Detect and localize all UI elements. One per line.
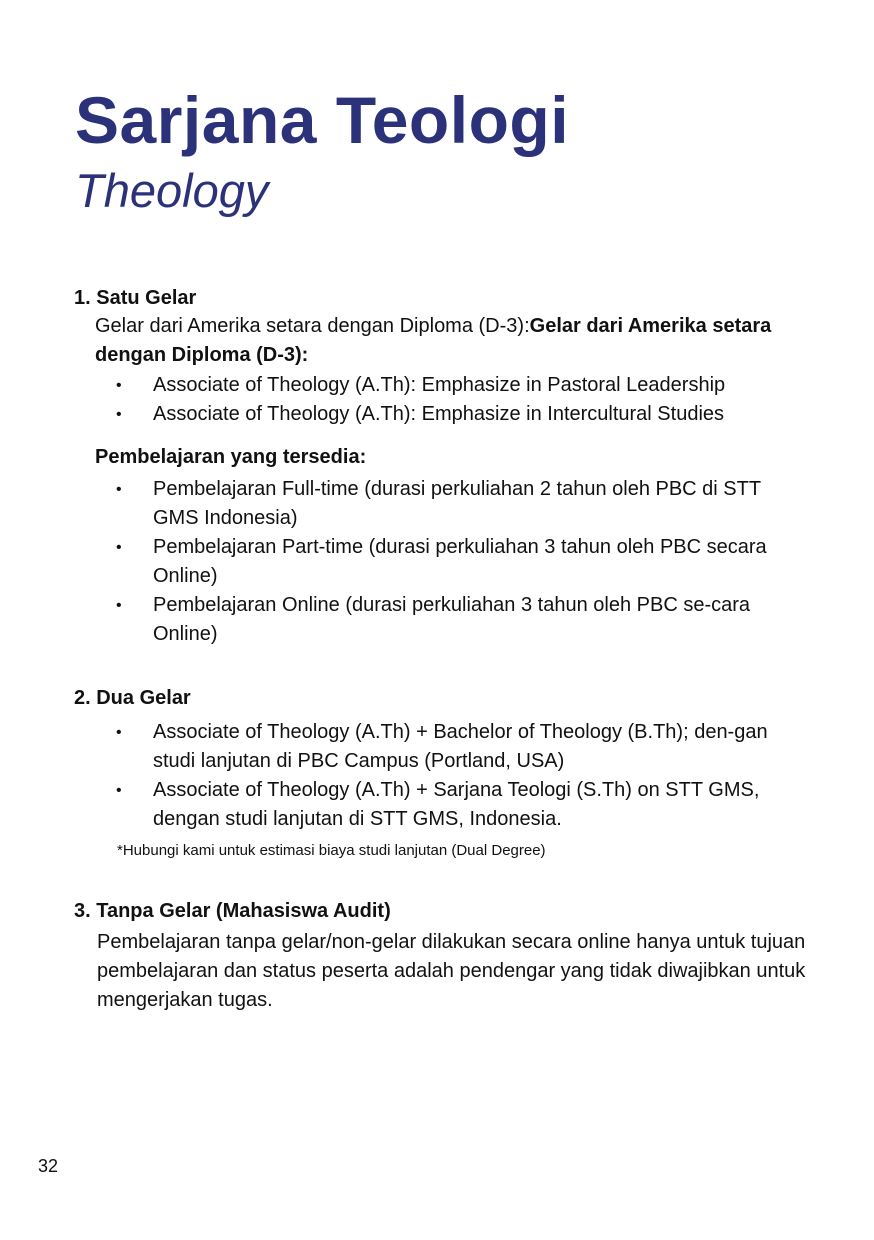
list-item — [0, 475, 808, 533]
list-item — [0, 591, 808, 649]
bullet-icon: • — [116, 539, 122, 556]
bullet-icon: • — [116, 481, 122, 498]
bullet-icon: • — [116, 377, 122, 394]
bullet-icon: • — [116, 597, 122, 614]
list-item — [0, 776, 808, 834]
section-3-body: Pembelajaran tanpa gelar/non-gelar dilakukan secara online hanya untuk tujuan pembelajaran dan status peserta adalah pendengar yang tidak diwajibkan untuk mengerjakan tugas. — [97, 931, 806, 1011]
bullet-icon: • — [116, 724, 122, 741]
list-item-text: Associate of Theology (A.Th) + Bachelor of Theology (B.Th); den-gan studi lanjutan di PBC Campus (Portland, USA) — [153, 721, 768, 772]
list-item — [0, 400, 808, 429]
section-3-heading: 3. Tanpa Gelar (Mahasiswa Audit) — [74, 900, 391, 922]
section-1-heading: 1. Satu Gelar — [74, 287, 197, 309]
bullet-icon: • — [116, 782, 122, 799]
degree-list — [0, 371, 808, 429]
list-item-text: Pembelajaran Online (durasi perkuliahan 3 tahun oleh PBC se-cara Online) — [153, 594, 751, 645]
list-item-text: Associate of Theology (A.Th) + Sarjana Teologi (S.Th) on STT GMS, dengan studi lanjutan di STT GMS, Indonesia. — [153, 779, 760, 830]
learning-heading: Pembelajaran yang tersedia: — [95, 446, 367, 468]
section-1-intro-normal: Gelar dari Amerika setara dengan Diploma (D-3): — [95, 315, 530, 337]
list-item-text: Associate of Theology (A.Th): Emphasize in Intercultural Studies — [153, 403, 725, 425]
dual-degree-note: *Hubungi kami untuk estimasi biaya studi lanjutan (Dual Degree) — [117, 842, 546, 859]
list-item — [0, 718, 808, 776]
page-subtitle: Theology — [75, 164, 269, 217]
page-number: 32 — [38, 1156, 59, 1176]
dual-degree-list — [0, 718, 808, 834]
list-item-text: Pembelajaran Full-time (durasi perkuliahan 2 tahun oleh PBC di STT GMS Indonesia) — [153, 478, 761, 529]
list-item — [0, 533, 808, 591]
section-1-intro — [95, 312, 815, 370]
list-item-text: Associate of Theology (A.Th): Emphasize in Pastoral Leadership — [153, 374, 726, 396]
list-item — [0, 371, 808, 400]
learning-list — [0, 475, 808, 649]
section-1-intro-bold: Gelar dari Amerika setara dengan Diploma (D-3): — [95, 315, 772, 366]
section-2-heading: 2. Dua Gelar — [74, 687, 191, 709]
bullet-icon: • — [116, 406, 122, 423]
page-title: Sarjana Teologi — [75, 83, 570, 157]
list-item-text: Pembelajaran Part-time (durasi perkuliahan 3 tahun oleh PBC secara Online) — [153, 536, 767, 587]
